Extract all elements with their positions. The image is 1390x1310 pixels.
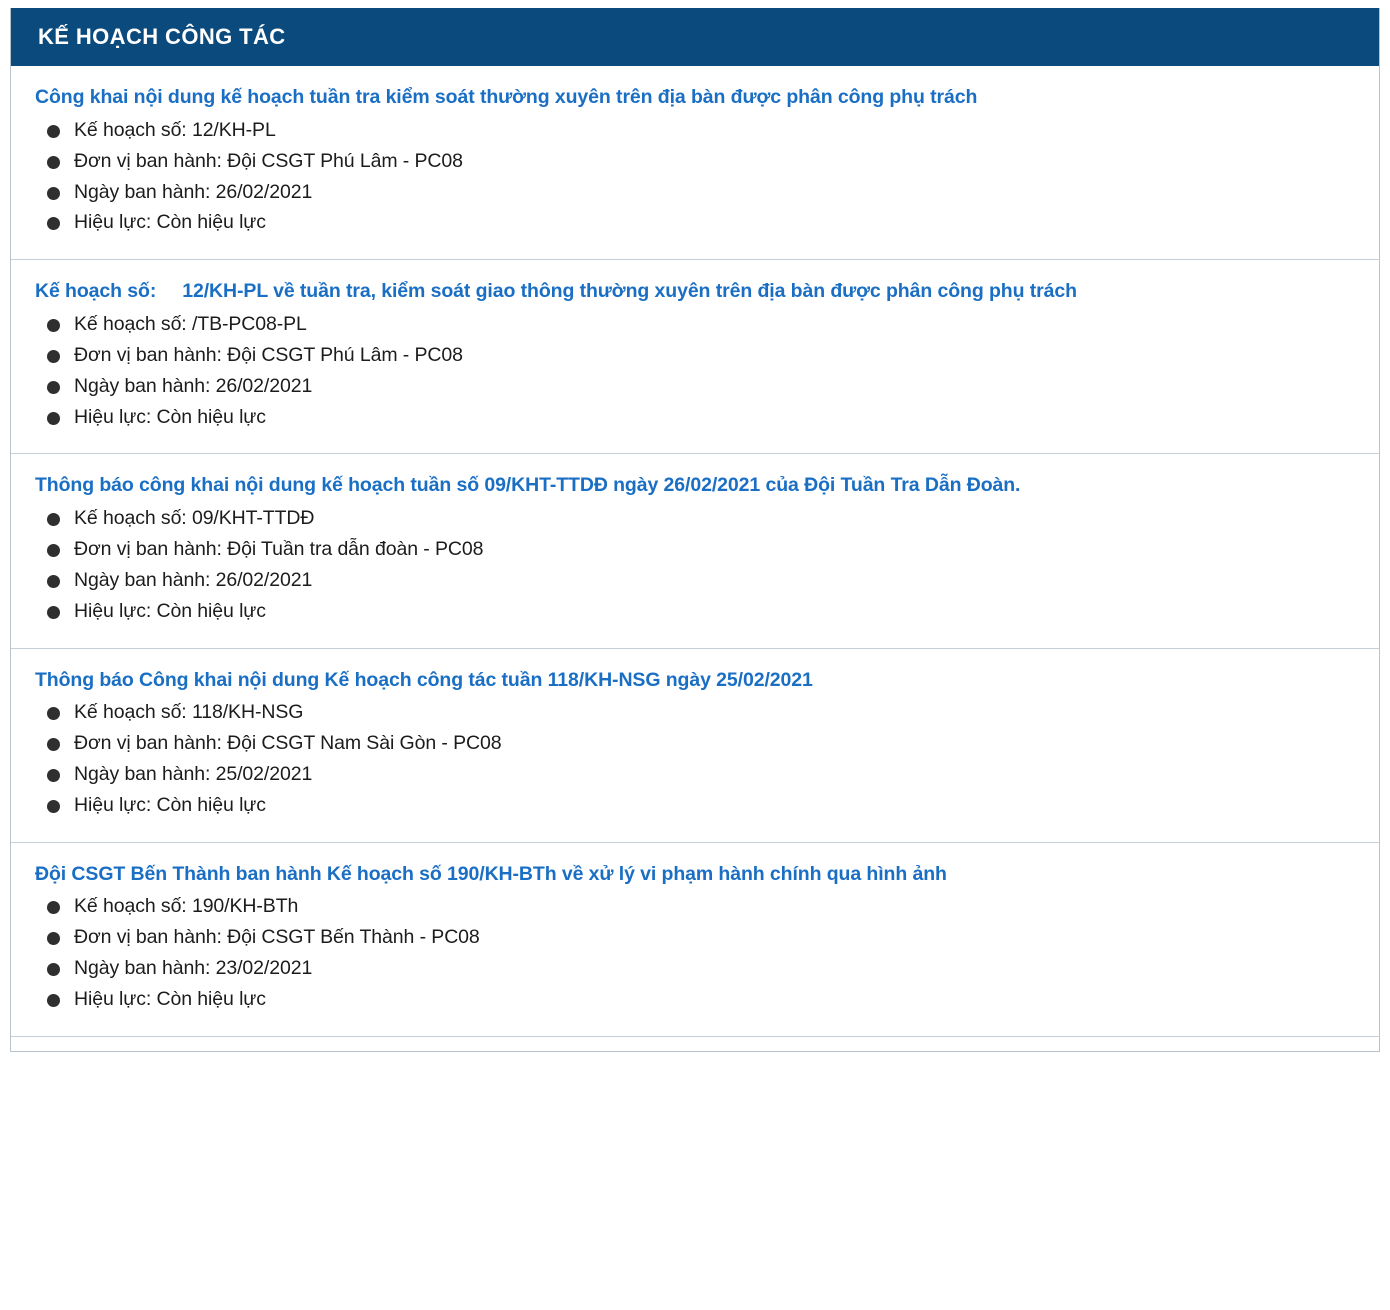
field-value: Hiệu lực: Còn hiệu lực: [74, 405, 266, 428]
entry-title-text: Thông báo Công khai nội dung Kế hoạch công tác tuần 118/KH-NSG ngày 25/02/2021: [35, 668, 813, 691]
field-value: Hiệu lực: Còn hiệu lực: [74, 211, 266, 234]
field-issue-date: [33, 566, 1357, 595]
field-issue-date: [33, 372, 1357, 401]
work-plan-panel: [10, 8, 1380, 1052]
bullet-icon: [47, 769, 60, 782]
entry-title-text: 12/KH-PL về tuần tra, kiểm soát giao thông thường xuyên trên địa bàn được phân công phụ trách: [182, 280, 1077, 303]
field-value: Đơn vị ban hành: Đội CSGT Nam Sài Gòn - PC08: [74, 732, 502, 755]
bullet-icon: [47, 800, 60, 813]
field-value: Kế hoạch số: 09/KHT-TTDĐ: [74, 507, 315, 530]
entry-fields: [33, 698, 1357, 819]
field-issue-date: [33, 760, 1357, 789]
entry-title-link[interactable]: [35, 472, 1357, 500]
bullet-icon: [47, 125, 60, 138]
list-item[interactable]: [11, 260, 1379, 454]
field-issuing-unit: [33, 729, 1357, 758]
field-plan-number: [33, 698, 1357, 727]
bullet-icon: [47, 575, 60, 588]
field-value: Hiệu lực: Còn hiệu lực: [74, 987, 266, 1010]
bullet-icon: [47, 707, 60, 720]
panel-title: KẾ HOẠCH CÔNG TÁC: [11, 8, 1379, 66]
list-bottom-spacer: [11, 1037, 1379, 1051]
field-issuing-unit: [33, 341, 1357, 370]
field-validity: [33, 597, 1357, 626]
entry-fields: [33, 310, 1357, 431]
entry-title-text: Đội CSGT Bến Thành ban hành Kế hoạch số 190/KH-BTh về xử lý vi phạm hành chính qua hình ảnh: [35, 862, 947, 885]
bullet-icon: [47, 381, 60, 394]
field-value: Hiệu lực: Còn hiệu lực: [74, 793, 266, 816]
field-value: Kế hoạch số: 118/KH-NSG: [74, 701, 304, 724]
field-plan-number: [33, 116, 1357, 145]
entry-title-link[interactable]: [35, 861, 1357, 889]
bullet-icon: [47, 901, 60, 914]
field-plan-number: [33, 504, 1357, 533]
field-value: Ngày ban hành: 26/02/2021: [74, 180, 313, 203]
field-value: Kế hoạch số: 12/KH-PL: [74, 118, 276, 141]
bullet-icon: [47, 319, 60, 332]
field-value: Đơn vị ban hành: Đội Tuần tra dẫn đoàn - PC08: [74, 537, 484, 560]
field-issue-date: [33, 178, 1357, 207]
field-value: Kế hoạch số: /TB-PC08-PL: [74, 313, 307, 335]
field-value: Ngày ban hành: 25/02/2021: [74, 762, 313, 785]
entry-fields: [33, 116, 1357, 237]
bullet-icon: [47, 963, 60, 976]
bullet-icon: [47, 217, 60, 230]
bullet-icon: [47, 606, 60, 619]
bullet-icon: [47, 412, 60, 425]
field-issuing-unit: [33, 535, 1357, 564]
field-validity: [33, 208, 1357, 237]
field-validity: [33, 985, 1357, 1014]
field-value: Đơn vị ban hành: Đội CSGT Phú Lâm - PC08: [74, 149, 463, 172]
entry-title-text: Thông báo công khai nội dung kế hoạch tuần số 09/KHT-TTDĐ ngày 26/02/2021 của Đội Tuần Tra Dẫn Đoàn.: [35, 474, 1021, 497]
field-value: Đơn vị ban hành: Đội CSGT Phú Lâm - PC08: [74, 343, 463, 366]
list-item[interactable]: [11, 66, 1379, 260]
list-item[interactable]: [11, 454, 1379, 648]
field-value: Ngày ban hành: 26/02/2021: [74, 568, 313, 591]
list-item[interactable]: [11, 649, 1379, 843]
list-item[interactable]: [11, 843, 1379, 1037]
field-validity: [33, 403, 1357, 432]
field-value: Hiệu lực: Còn hiệu lực: [74, 599, 266, 622]
bullet-icon: [47, 932, 60, 945]
field-plan-number: [33, 310, 1357, 339]
entry-title-link[interactable]: [35, 84, 1357, 112]
entry-fields: [33, 504, 1357, 625]
bullet-icon: [47, 544, 60, 557]
entry-fields: [33, 892, 1357, 1013]
field-value: Đơn vị ban hành: Đội CSGT Bến Thành - PC08: [74, 926, 480, 949]
bullet-icon: [47, 513, 60, 526]
entry-title-link[interactable]: [35, 667, 1357, 695]
field-value: Ngày ban hành: 23/02/2021: [74, 957, 313, 980]
bullet-icon: [47, 156, 60, 169]
entry-title-text: Công khai nội dung kế hoạch tuần tra kiểm soát thường xuyên trên địa bàn được phân công phụ trách: [35, 86, 978, 109]
field-issue-date: [33, 954, 1357, 983]
field-issuing-unit: [33, 147, 1357, 176]
bullet-icon: [47, 187, 60, 200]
bullet-icon: [47, 738, 60, 751]
field-validity: [33, 791, 1357, 820]
field-value: Ngày ban hành: 26/02/2021: [74, 374, 313, 397]
field-value: Kế hoạch số: 190/KH-BTh: [74, 895, 299, 918]
bullet-icon: [47, 350, 60, 363]
entry-title-link[interactable]: [35, 278, 1357, 306]
bullet-icon: [47, 994, 60, 1007]
field-issuing-unit: [33, 923, 1357, 952]
field-plan-number: [33, 892, 1357, 921]
entry-title-lead: Kế hoạch số:: [35, 280, 157, 303]
